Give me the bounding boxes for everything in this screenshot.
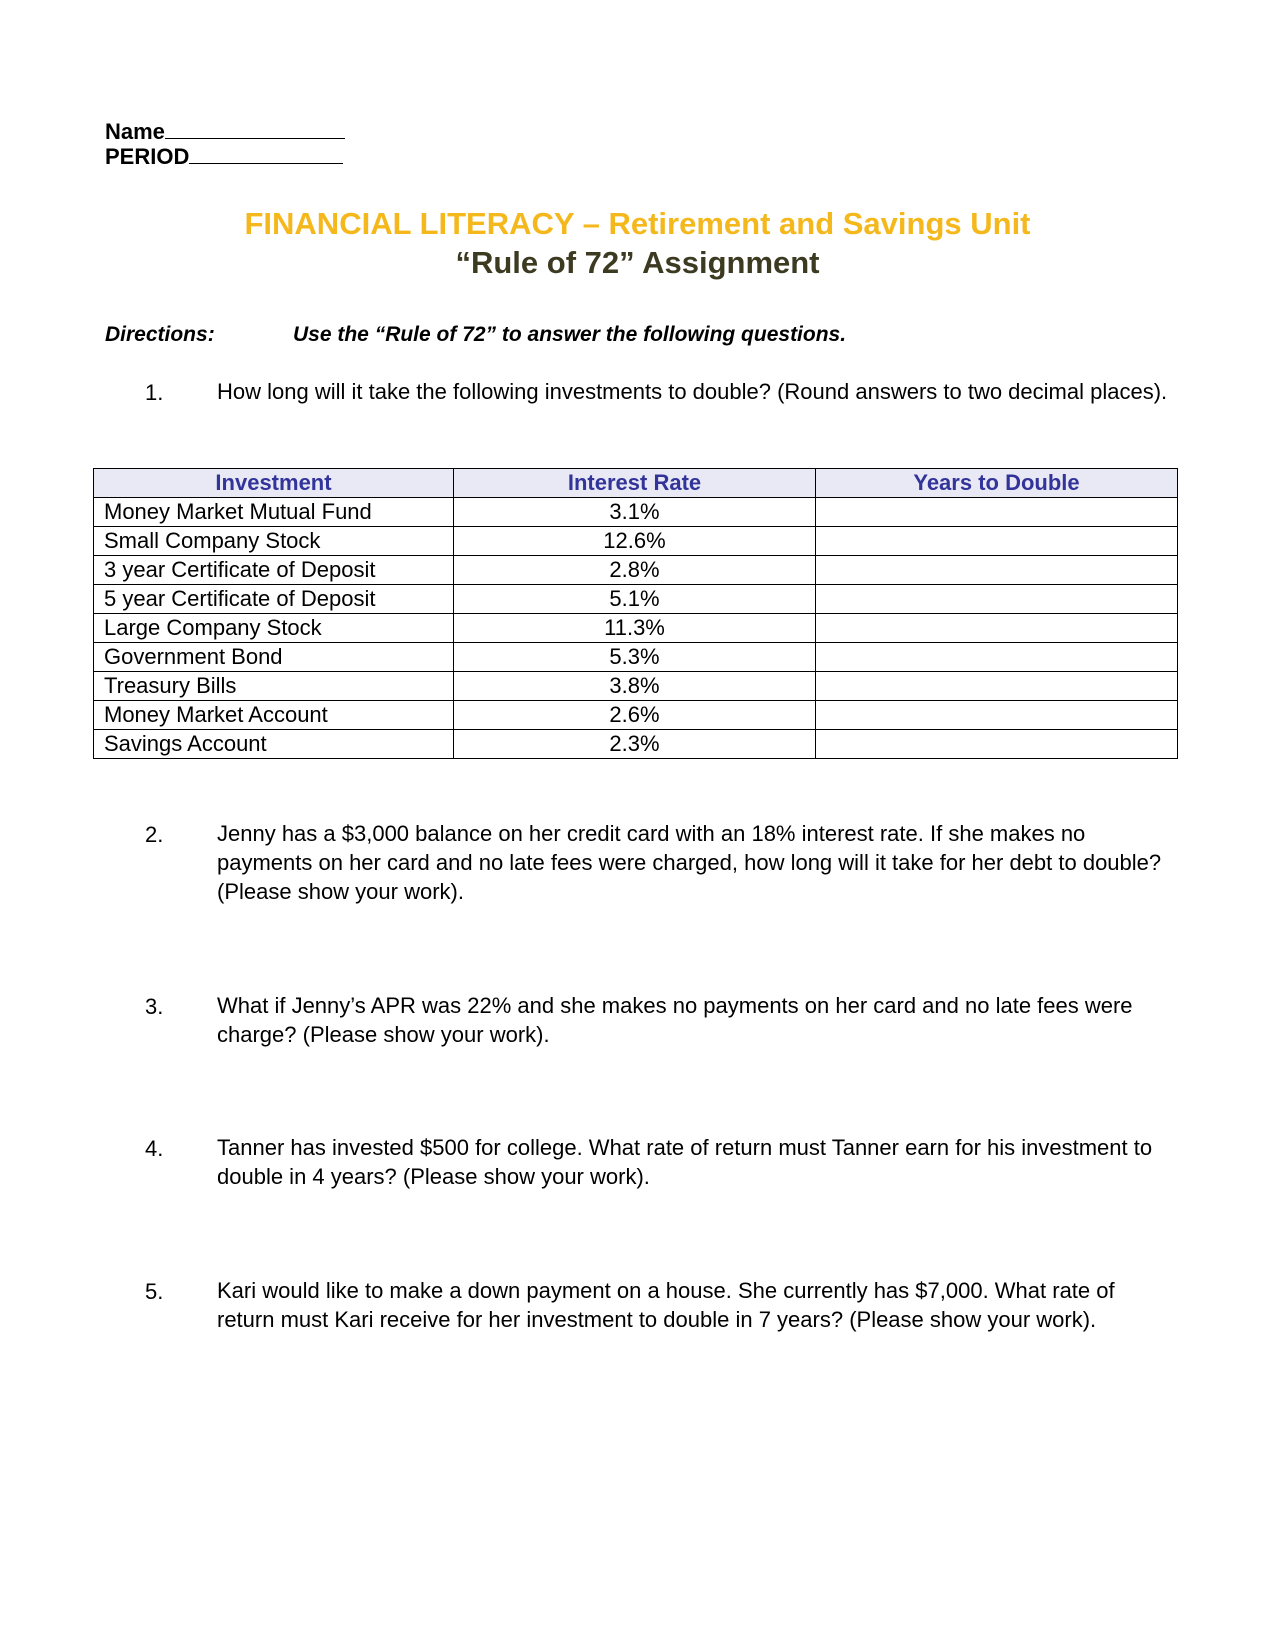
table-row <box>94 730 1178 759</box>
investment-name: 3 year Certificate of Deposit <box>94 556 454 585</box>
table-row <box>94 585 1178 614</box>
name-field[interactable] <box>105 118 345 145</box>
header-interest-rate: Interest Rate <box>454 469 816 498</box>
years-to-double-cell[interactable] <box>816 643 1178 672</box>
directions-text: Use the “Rule of 72” to answer the following questions. <box>293 323 847 346</box>
period-label: PERIOD <box>105 144 190 169</box>
years-to-double-cell[interactable] <box>816 614 1178 643</box>
investment-name: Small Company Stock <box>94 527 454 556</box>
directions-label: Directions: <box>105 323 215 346</box>
name-label: Name <box>105 119 165 144</box>
investment-name: Savings Account <box>94 730 454 759</box>
years-to-double-cell[interactable] <box>816 556 1178 585</box>
name-blank[interactable] <box>165 118 345 139</box>
table-header-row <box>94 469 1178 498</box>
years-to-double-cell[interactable] <box>816 730 1178 759</box>
period-field[interactable] <box>105 143 343 170</box>
years-to-double-cell[interactable] <box>816 672 1178 701</box>
question-5-number: 5. <box>145 1279 164 1304</box>
investment-name: Money Market Account <box>94 701 454 730</box>
years-to-double-cell[interactable] <box>816 585 1178 614</box>
question-3-number: 3. <box>145 994 164 1019</box>
table-row <box>94 614 1178 643</box>
question-4-number: 4. <box>145 1136 164 1161</box>
investment-name: Large Company Stock <box>94 614 454 643</box>
table-row <box>94 672 1178 701</box>
question-2-text: Jenny has a $3,000 balance on her credit card with an 18% interest rate. If she makes no payments on her card and no late fees were charged, how long will it take for her debt to double? (Please show your work). <box>217 821 1162 904</box>
page-subtitle: “Rule of 72” Assignment <box>455 245 820 280</box>
question-1-text: How long will it take the following investments to double? (Round answers to two decimal places). <box>217 379 1168 404</box>
interest-rate: 11.3% <box>454 614 816 643</box>
years-to-double-cell[interactable] <box>816 498 1178 527</box>
period-blank[interactable] <box>189 143 343 164</box>
header-years-to-double: Years to Double <box>816 469 1178 498</box>
investment-name: 5 year Certificate of Deposit <box>94 585 454 614</box>
investment-table <box>93 468 1178 759</box>
interest-rate: 5.3% <box>454 643 816 672</box>
interest-rate: 3.1% <box>454 498 816 527</box>
question-1-number: 1. <box>145 380 164 405</box>
question-3-text: What if Jenny’s APR was 22% and she makes no payments on her card and no late fees were charge? (Please show your work). <box>217 993 1133 1047</box>
interest-rate: 5.1% <box>454 585 816 614</box>
interest-rate: 12.6% <box>454 527 816 556</box>
question-2-number: 2. <box>145 822 164 847</box>
investment-name: Money Market Mutual Fund <box>94 498 454 527</box>
years-to-double-cell[interactable] <box>816 527 1178 556</box>
interest-rate: 2.3% <box>454 730 816 759</box>
years-to-double-cell[interactable] <box>816 701 1178 730</box>
table-row <box>94 556 1178 585</box>
table-row <box>94 643 1178 672</box>
question-5-text: Kari would like to make a down payment on a house. She currently has $7,000. What rate of return must Kari receive for her investment to double in 7 years? (Please show your work). <box>217 1278 1115 1332</box>
page-title: FINANCIAL LITERACY – Retirement and Savings Unit <box>244 206 1031 241</box>
interest-rate: 2.6% <box>454 701 816 730</box>
investment-name: Treasury Bills <box>94 672 454 701</box>
table-row <box>94 527 1178 556</box>
interest-rate: 2.8% <box>454 556 816 585</box>
interest-rate: 3.8% <box>454 672 816 701</box>
header-investment: Investment <box>94 469 454 498</box>
question-4-text: Tanner has invested $500 for college. What rate of return must Tanner earn for his investment to double in 4 years? (Please show your work). <box>217 1135 1153 1189</box>
table-row <box>94 498 1178 527</box>
table-row <box>94 701 1178 730</box>
investment-name: Government Bond <box>94 643 454 672</box>
